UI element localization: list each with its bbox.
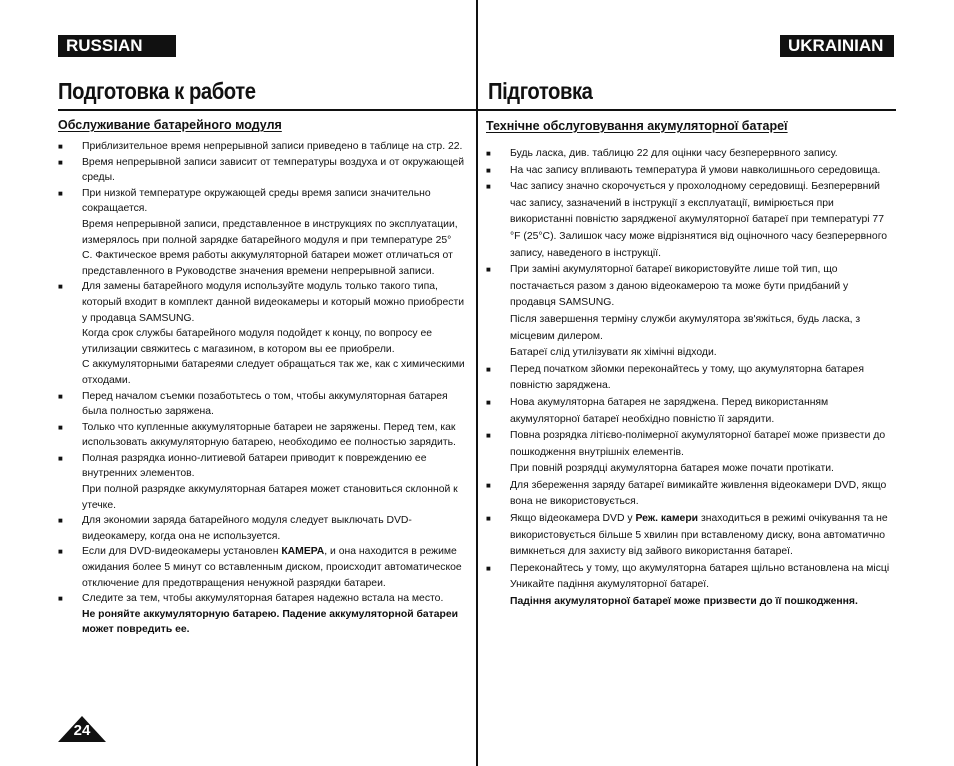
list-item	[58, 155, 474, 186]
list-item-line: При повній розрядці акумуляторна батарея може почати протікати.	[510, 463, 834, 475]
list-item-line: у продавца SAMSUNG.	[82, 312, 195, 324]
warning-text: Падіння акумуляторної батареї може призвести до її пошкодження.	[510, 596, 858, 608]
ukrainian-text-column	[486, 146, 896, 611]
list-item-line: Батареї слід утилізувати як хімічні відходи.	[510, 347, 717, 359]
list-item-line: Якщо відеокамера DVD у Реж. камери знаходиться в режимі очікування та не	[510, 513, 888, 525]
list-item-line: утечке.	[82, 499, 117, 511]
list-item-line: При полной разрядке аккумуляторная батарея может становиться склонной к	[82, 484, 458, 496]
bullet-icon: ■	[486, 265, 491, 275]
list-item-line: час запису, зазначений в інструкції з експлуатації, вимірюється при	[510, 197, 834, 209]
list-item-line: вона не використовується.	[510, 496, 639, 508]
bullet-icon: ■	[486, 364, 491, 374]
bullet-icon: ■	[486, 149, 491, 158]
list-item-line: Для збереження заряду батареї вимикайте живлення відеокамери DVD, якщо	[510, 479, 887, 491]
title-rule-right	[478, 109, 896, 111]
bullet-icon: ■	[58, 157, 63, 167]
russian-text-column	[58, 139, 474, 638]
list-item-line: Після завершення терміну служби акумулятора зв'яжіться, будь ласка, з	[510, 313, 861, 325]
page-title-ukrainian: Підготовка	[488, 78, 593, 104]
bullet-icon: ■	[58, 594, 63, 604]
list-item-line: среды.	[82, 172, 115, 184]
bullet-icon: ■	[58, 453, 63, 463]
list-item-line: вимкнеться для захисту від зайвого використання батареї.	[510, 546, 793, 558]
list-item-line: пошкодження внутрішніх елементів.	[510, 446, 684, 458]
list-item-line: Уникайте падіння акумуляторної батареї.	[510, 579, 710, 591]
list-item	[486, 428, 896, 478]
title-rule-left	[58, 109, 476, 111]
ukrainian-badge: UKRAINIAN	[780, 35, 894, 57]
column-divider	[476, 0, 478, 766]
list-item-line: ожидания более 5 минут со вставленным диском, происходит автоматическое	[82, 562, 462, 574]
list-item-line: Будь ласка, див. таблицю 22 для оцінки часу безперервного запису.	[510, 148, 838, 159]
list-item	[58, 420, 474, 451]
bullet-icon: ■	[58, 422, 63, 432]
bullet-icon: ■	[58, 188, 63, 198]
list-item-line: который входит в комплект данной видеокамеры и который можно приобрести	[82, 296, 465, 308]
bullet-icon: ■	[486, 514, 491, 524]
section-heading-ukrainian: Технічне обслуговування акумуляторної батареї	[486, 119, 788, 133]
list-item-line: постачається разом з даною відеокамерою та може бути придбаний у	[510, 280, 849, 292]
list-item-line: Время непрерывной записи, представленное в инструкциях по эксплуатации,	[82, 218, 458, 230]
list-item	[486, 511, 896, 561]
list-item-line: видеокамеру, когда она не используется.	[82, 530, 281, 542]
list-item-line: На час запису впливають температура й умови навколишнього середовища.	[510, 164, 881, 176]
list-item	[58, 544, 474, 591]
list-item-line: продавця SAMSUNG.	[510, 297, 615, 309]
list-item-line: использовать аккумуляторную батарею, необходимо ее полностью зарядить.	[82, 437, 456, 449]
list-item-line: °F (25°C). Залишок часу може відрізнятися від оціночного часу безперервного	[510, 230, 888, 242]
list-item-line: Приблизительное время непрерывной записи приведено в таблице на стр. 22.	[82, 141, 463, 152]
list-item-line: Час запису значно скорочується у прохолодному середовищі. Безперервний	[510, 181, 880, 193]
list-item-line: утилизации свяжитесь с магазином, в котором вы ее приобрели.	[82, 343, 395, 355]
list-item	[58, 279, 474, 388]
page-title-russian: Подготовка к работе	[58, 78, 256, 104]
list-item-line: отключение для предотвращения ненужной разрядки батареи.	[82, 577, 386, 589]
list-item-line: Только что купленные аккумуляторные батареи не заряжены. Перед тем, как	[82, 421, 456, 433]
list-item-line: Когда срок службы батарейного модуля подойдет к концу, по вопросу ее	[82, 328, 433, 340]
list-item	[58, 139, 474, 155]
list-item	[58, 591, 474, 638]
section-heading-russian: Обслуживание батарейного модуля	[58, 118, 282, 132]
list-item	[486, 146, 896, 163]
list-item-line: сокращается.	[82, 203, 148, 215]
list-item-line: Если для DVD-видеокамеры установлен КАМЕРА, и она находится в режиме	[82, 546, 457, 558]
list-item-line: Нова акумуляторна батарея не заряджена. Перед використанням	[510, 396, 829, 408]
list-item-line: використовується більше 5 хвилин при вставленому диску, вона автоматично	[510, 529, 886, 541]
list-item	[486, 395, 896, 428]
list-item	[58, 389, 474, 420]
list-item-line: акумуляторної батареї необхідно повністю її зарядити.	[510, 413, 775, 425]
list-item-line: Перед початком зйомки переконайтесь у тому, що акумуляторна батарея	[510, 363, 864, 375]
list-item-line: Следите за тем, чтобы аккумуляторная батарея надежно встала на место.	[82, 593, 444, 605]
list-item-line: При низкой температуре окружающей среды время записи значительно	[82, 187, 431, 199]
bullet-icon: ■	[58, 142, 63, 151]
list-item-line: внутренних элементов.	[82, 468, 195, 480]
bullet-icon: ■	[486, 480, 491, 490]
list-item-line: Полная разрядка ионно-литиевой батареи приводит к повреждению ее	[82, 452, 427, 464]
list-item	[58, 513, 474, 544]
bullet-icon: ■	[486, 397, 491, 407]
russian-badge: RUSSIAN	[58, 35, 176, 57]
bullet-icon: ■	[58, 547, 63, 557]
list-item	[486, 179, 896, 262]
list-item	[486, 561, 896, 611]
list-item	[486, 478, 896, 511]
list-item	[486, 362, 896, 395]
bullet-icon: ■	[486, 165, 491, 175]
list-item-line: С. Фактическое время работы аккумуляторной батареи может отличаться от	[82, 250, 453, 262]
list-item-line: представленного в Руководстве значения времени непрерывной записи.	[82, 265, 435, 277]
list-item-line: Перед началом съемки позаботьтесь о том, чтобы аккумуляторная батарея	[82, 390, 448, 402]
list-item	[486, 262, 896, 362]
list-item-line: місцевим дилером.	[510, 330, 603, 342]
list-item-line: Переконайтесь у тому, що акумуляторна батарея щільно встановлена на місці	[510, 562, 890, 574]
list-item-line: была полностью заряжена.	[82, 406, 214, 418]
list-item-line: При заміні акумуляторної батареї використовуйте лише той тип, що	[510, 264, 838, 276]
page-number: 24	[73, 722, 91, 739]
bullet-icon: ■	[486, 431, 491, 441]
list-item-line: Время непрерывной записи зависит от температуры воздуха и от окружающей	[82, 156, 465, 168]
list-item	[58, 186, 474, 280]
warning-text: Не роняйте аккумуляторную батарею. Падение аккумуляторной батареи	[82, 608, 459, 620]
bullet-icon: ■	[58, 516, 63, 526]
list-item-line: повністю заряджена.	[510, 380, 611, 392]
list-item-line: запису, наведеного в інструкції.	[510, 247, 661, 259]
list-item-line: С аккумуляторными батареями следует обращаться так же, как с химическими	[82, 359, 465, 371]
bullet-icon: ■	[58, 391, 63, 401]
list-item	[58, 451, 474, 513]
list-item-line: измерялось при полной зарядке батарейного модуля и при температуре 25°	[82, 234, 452, 246]
bullet-icon: ■	[486, 563, 491, 573]
bullet-icon: ■	[58, 282, 63, 292]
list-item	[486, 163, 896, 180]
list-item-line: Для замены батарейного модуля используйте модуль только такого типа,	[82, 281, 438, 293]
warning-text: может повредить ее.	[82, 624, 190, 636]
list-item-line: Для экономии заряда батарейного модуля следует выключать DVD-	[82, 515, 412, 527]
list-item-line: використанні повністю зарядженої акумуляторної батареї при температурі 77	[510, 214, 884, 226]
list-item-line: отходами.	[82, 374, 131, 386]
list-item-line: Повна розрядка літієво-полімерної акумуляторної батареї може призвести до	[510, 430, 886, 442]
bullet-icon: ■	[486, 182, 491, 192]
